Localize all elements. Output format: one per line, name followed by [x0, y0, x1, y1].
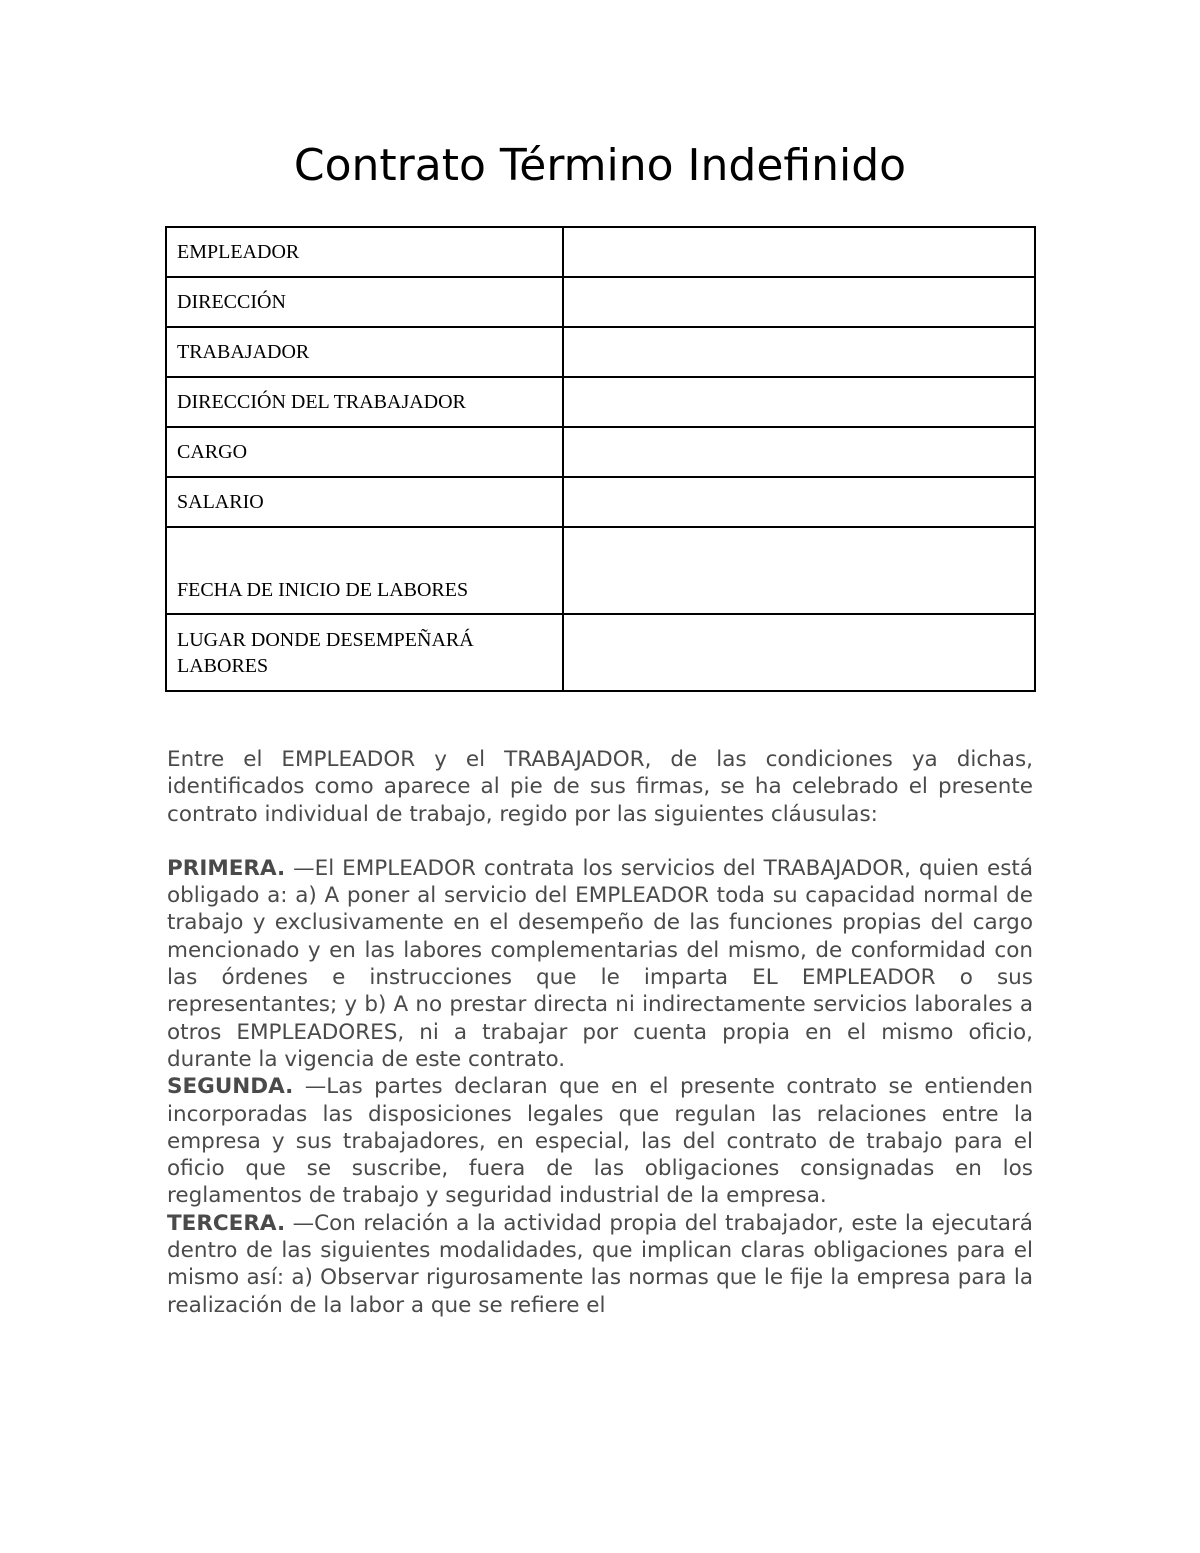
clause-text: —Con relación a la actividad propia del trabajador, este la ejecutará dentro de las siguientes modalidades, que implican claras obligaciones para el mismo así: a) Observar rigurosamente las normas que le fije la empresa para la realización de la labor a que se refiere el — [167, 1210, 1033, 1318]
field-value-direccion-trabajador[interactable] — [563, 377, 1035, 427]
table-row — [166, 377, 1035, 427]
clause-heading: TERCERA. — [167, 1210, 286, 1236]
field-value-empleador[interactable] — [563, 227, 1035, 277]
clause-text: —El EMPLEADOR contrata los servicios del TRABAJADOR, quien está obligado a: a) A poner al servicio del EMPLEADOR toda su capacidad normal de trabajo y exclusivamente en el desempeño de las funciones propias del cargo mencionado y en las labores complementarias del mismo, de conformidad con las órdenes e instrucciones que le imparta EL EMPLEADOR o sus representantes; y b) A no prestar directa ni indirectamente servicios laborales a otros EMPLEADORES, ni a trabajar por cuenta propia en el mismo oficio, durante la vigencia de este contrato. — [167, 855, 1033, 1072]
field-value-salario[interactable] — [563, 477, 1035, 527]
clause-heading: SEGUNDA. — [167, 1074, 294, 1100]
field-label-direccion-trabajador: DIRECCIÓN DEL TRABAJADOR — [166, 377, 563, 427]
table-row — [166, 327, 1035, 377]
table-row — [166, 614, 1035, 691]
field-label-cargo: CARGO — [166, 427, 563, 477]
field-label-direccion: DIRECCIÓN — [166, 277, 563, 327]
clause-segunda — [167, 1073, 1033, 1209]
table-row — [166, 427, 1035, 477]
clause-text: —Las partes declaran que en el presente contrato se entienden incorporadas las disposiciones legales que regulan las relaciones entre la empresa y sus trabajadores, en especial, las del contrato de trabajo para el oficio que se suscribe, fuera de las obligaciones consignadas en los reglamentos de trabajo y seguridad industrial de la empresa. — [167, 1074, 1033, 1209]
table-row — [166, 477, 1035, 527]
table-row — [166, 227, 1035, 277]
contract-info-table — [165, 226, 1036, 692]
table-row — [166, 277, 1035, 327]
field-label-fecha-inicio: FECHA DE INICIO DE LABORES — [166, 527, 563, 614]
field-value-trabajador[interactable] — [563, 327, 1035, 377]
contract-body — [167, 746, 1033, 1319]
field-value-fecha-inicio[interactable] — [563, 527, 1035, 614]
clause-primera — [167, 855, 1033, 1073]
clause-tercera — [167, 1210, 1033, 1319]
document-title: Contrato Término Indefinido — [293, 140, 907, 191]
field-label-salario: SALARIO — [166, 477, 563, 527]
table-row — [166, 527, 1035, 614]
field-label-trabajador: TRABAJADOR — [166, 327, 563, 377]
clause-heading: PRIMERA. — [167, 855, 286, 881]
field-value-cargo[interactable] — [563, 427, 1035, 477]
field-label-lugar-labores: LUGAR DONDE DESEMPEÑARÁ LABORES — [166, 614, 563, 691]
intro-paragraph: Entre el EMPLEADOR y el TRABAJADOR, de las condiciones ya dichas, identificados como aparece al pie de sus firmas, se ha celebrado el presente contrato individual de trabajo, regido por las siguientes cláusulas: — [167, 747, 1033, 827]
field-value-direccion[interactable] — [563, 277, 1035, 327]
field-label-empleador: EMPLEADOR — [166, 227, 563, 277]
field-value-lugar-labores[interactable] — [563, 614, 1035, 691]
